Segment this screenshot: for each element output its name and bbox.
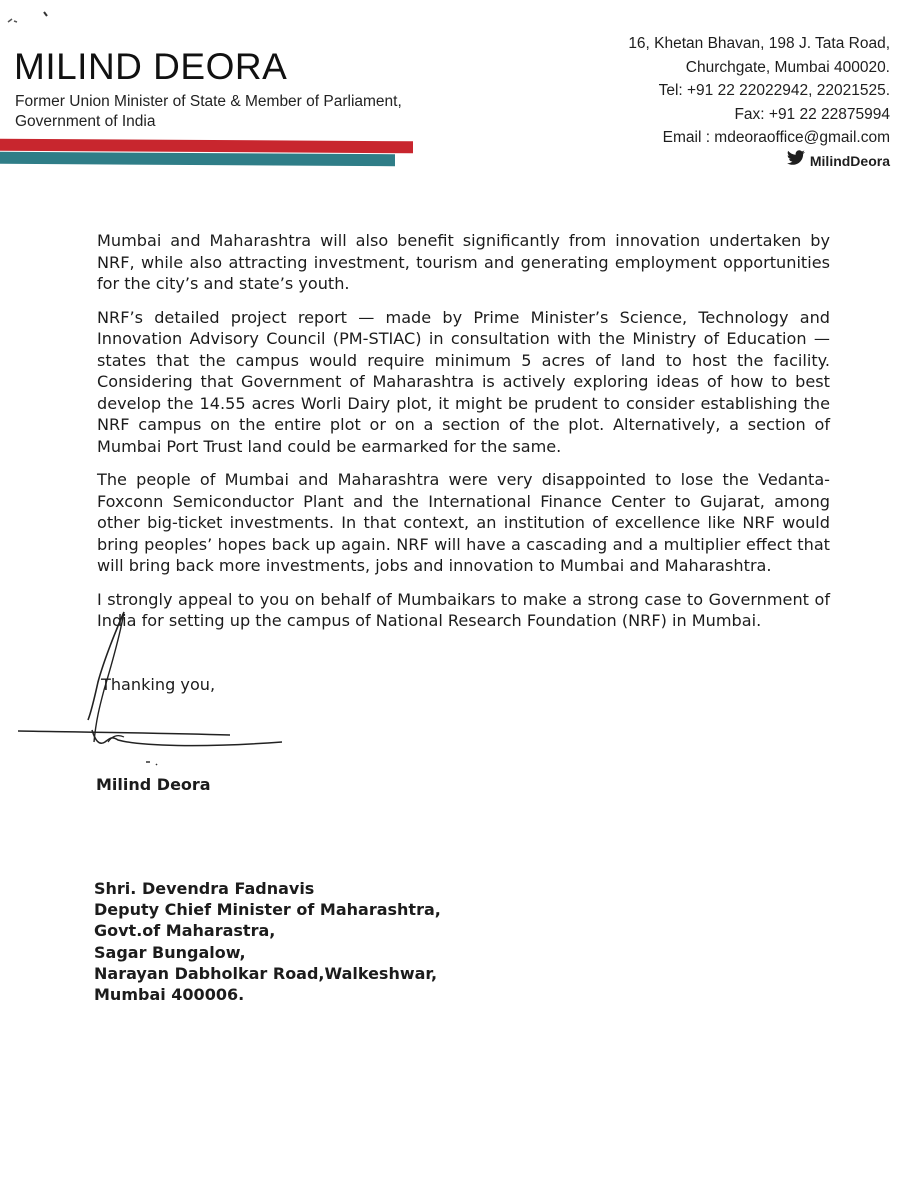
signer-name: Milind Deora bbox=[96, 775, 211, 794]
letter-paragraph: The people of Mumbai and Maharashtra were very disappointed to lose the Vedanta-Foxconn Semiconductor Plant and the International Finance Center to Gujarat, among other big-ticket investments. In that context, an institution of excellence like NRF would bring peoples’ hopes back up again. NRF will have a cascading and a multiplier effect that will bring back more investments, jobs and innovation to Mumbai and Maharashtra. bbox=[97, 470, 830, 575]
letter-paragraph: I strongly appeal to you on behalf of Mumbaikars to make a strong case to Government of India for setting up the campus of National Research Foundation (NRF) in Mumbai. bbox=[97, 589, 830, 630]
recipient-line: Narayan Dabholkar Road,Walkeshwar, bbox=[94, 963, 438, 983]
letterhead-name: MILIND DEORA bbox=[14, 46, 288, 87]
address-line: Churchgate, Mumbai 400020. bbox=[685, 58, 890, 76]
letterhead-address bbox=[628, 32, 890, 173]
letterhead-teal-bar bbox=[0, 152, 395, 166]
letter-body bbox=[97, 230, 830, 644]
email-line: Email : mdeoraoffice@gmail.com bbox=[662, 129, 890, 146]
letterhead-red-bar bbox=[0, 139, 413, 154]
twitter-handle: MilindDeora bbox=[809, 152, 890, 169]
letter-paragraph: NRF’s detailed project report — made by Prime Minister’s Science, Technology and Innovation Advisory Council (PM-STIAC) in consultation with the Ministry of Education — states that the campus would require minimum 5 acres of land to host the facility. Considering that Government of Maharashtra is actively exploring ideas of how to best develop the 14.55 acres Worli Dairy plot, it might be prudent to consider establishing the NRF campus on the entire plot or on a section of the plot. Alternatively, a section of Mumbai Port Trust land could be earmarked for the same. bbox=[97, 307, 830, 456]
recipient-name: Shri. Devendra Fadnavis bbox=[94, 879, 315, 898]
recipient-line: Mumbai 400006. bbox=[94, 985, 245, 1005]
phone-line: Tel: +91 22 22022942, 22021525. bbox=[658, 82, 890, 99]
recipient-line: Deputy Chief Minister of Maharashtra, bbox=[94, 900, 441, 920]
fax-line: Fax: +91 22 22875994 bbox=[734, 105, 890, 123]
letter-paragraph: Mumbai and Maharashtra will also benefit significantly from innovation undertaken by NRF, while also attracting investment, tourism and generating employment opportunities for the city’s and state’s youth. bbox=[97, 231, 830, 293]
twitter-bird-icon bbox=[786, 150, 806, 166]
recipient-line: Sagar Bungalow, bbox=[94, 942, 246, 962]
closing-text: Thanking you, bbox=[101, 675, 216, 694]
address-line: 16, Khetan Bhavan, 198 J. Tata Road, bbox=[628, 35, 890, 52]
letterhead-designation: Former Union Minister of State & Member of Parliament, Government of India bbox=[15, 93, 402, 130]
recipient-address bbox=[94, 878, 441, 1005]
twitter-line bbox=[628, 150, 890, 174]
corner-marks bbox=[0, 0, 60, 30]
recipient-line: Govt.of Maharastra, bbox=[94, 921, 276, 941]
